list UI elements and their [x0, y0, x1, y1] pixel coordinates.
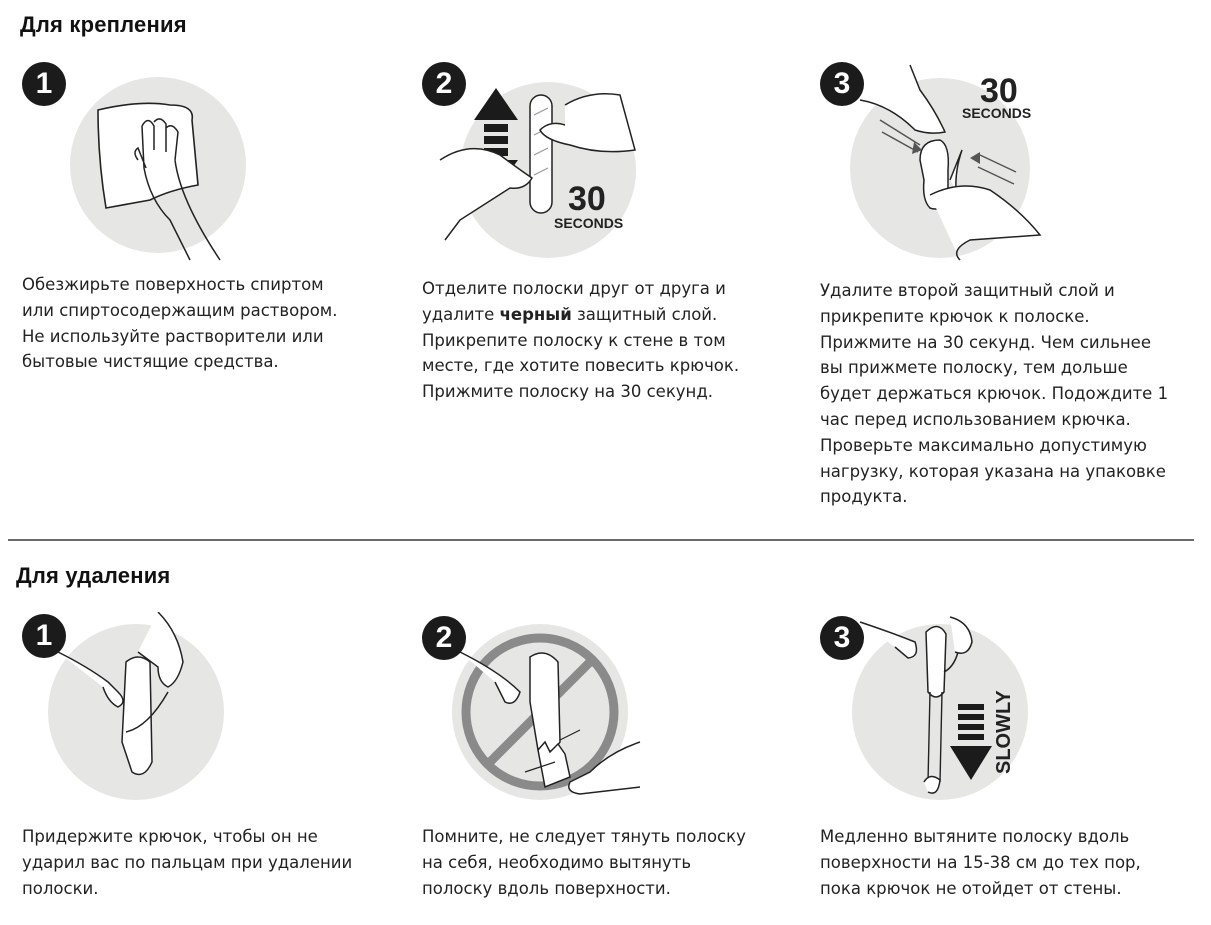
step-description-remove-2: Помните, не следует тянуть полоску на себя, необходимо вытянуть полоску вдоль поверхности. [422, 827, 746, 898]
step-number-badge: 3 [820, 616, 864, 660]
illustration-attach-step-3 [820, 60, 1060, 280]
svg-text:SLOWLY: SLOWLY [993, 690, 1015, 774]
svg-text:SECONDS: SECONDS [962, 105, 1032, 121]
svg-text:30: 30 [980, 72, 1018, 110]
step-number-badge: 2 [422, 62, 466, 106]
step-number-badge: 1 [22, 614, 66, 658]
illustration-attach-step-2 [420, 60, 660, 280]
step-number-badge: 3 [820, 62, 864, 106]
step-description-attach-2: Отделите полоски друг от друга и удалите черный защитный слой. Прикрепите полоску к стене в том месте, где хотите повесить крючок. Прижмите полоску на 30 секунд. [422, 279, 740, 402]
svg-text:SECONDS: SECONDS [554, 215, 624, 231]
step-description-remove-1: Придержите крючок, чтобы он не ударил вас по пальцам при удалении полоски. [22, 827, 353, 898]
step-description-remove-3: Медленно вытяните полоску вдоль поверхности на 15-38 см до тех пор, пока крючок не отойдет от стены. [820, 827, 1141, 898]
illustration-remove-step-1 [18, 612, 258, 832]
section-divider [8, 539, 1194, 541]
step-number-badge: 2 [422, 616, 466, 660]
section-title-remove: Для удаления [16, 563, 171, 588]
illustration-remove-step-3 [820, 612, 1060, 832]
svg-text:30: 30 [568, 180, 606, 218]
illustration-attach-step-1 [20, 60, 260, 280]
step-number-badge: 1 [22, 62, 66, 106]
step-description-attach-3: Удалите второй защитный слой и прикрепите крючок к полоске. Прижмите на 30 секунд. Чем сильнее вы прижмете полоску, тем дольше будет держаться крючок. Подождите 1 час перед использованием крючка. Проверьте максимально допустимую нагрузку, которая указана на упаковке продукта. [820, 281, 1169, 507]
illustration-remove-step-2 [420, 612, 660, 832]
section-title-attach: Для крепления [20, 12, 187, 37]
step-description-attach-1: Обезжирьте поверхность спиртом или спиртосодержащим раствором. Не используйте растворители или бытовые чистящие средства. [22, 275, 338, 372]
emphasis-black: черный [499, 304, 572, 324]
